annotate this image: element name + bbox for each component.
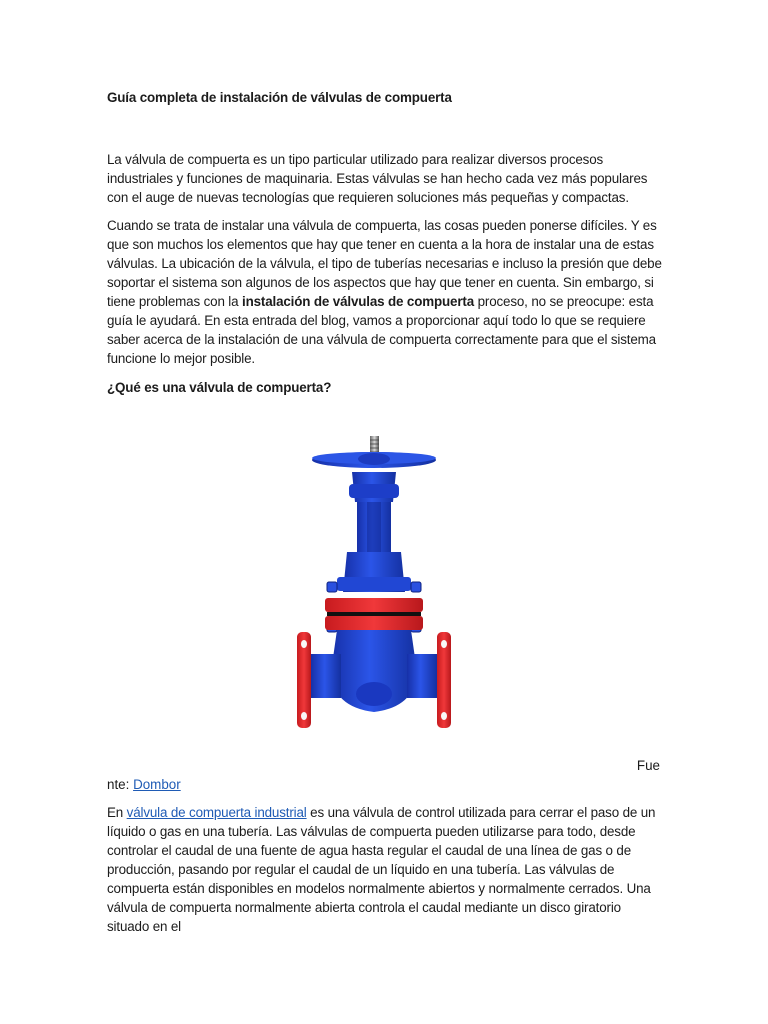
paragraph-intro: La válvula de compuerta es un tipo particular utilizado para realizar diversos procesos industriales y funciones de maquinaria. Estas válvulas se han hecho cada vez más populares con el auge de nuevas tecnologías que requieren soluciones más pequeñas y compactas. [107,152,648,205]
document-title: Guía completa de instalación de válvulas de compuerta [107,90,452,105]
paragraph-definition [107,803,662,936]
image-source-prefix-right: Fue [636,758,660,773]
paragraph-installation-bold: instalación de válvulas de compuerta [242,294,475,309]
image-source-prefix-left: nte: [107,777,134,792]
gate-valve-icon [297,432,457,732]
paragraph-installation-text-a: Cuando se trata de instalar una válvula de compuerta, las cosas pueden ponerse difíciles. Y es que son muchos los elementos que hay que tener en cuenta a la hora de instalar una de estas válvulas. La ubicación de la válvula, el tipo de tuberías necesarias e incluso la presión que debe soportar el sistema son algunos de los aspectos que hay que tener en cuenta. Sin embargo, si tiene problemas con la [107,218,662,309]
industrial-gate-valve-link[interactable]: válvula de compuerta industrial [126,805,307,820]
image-source [107,756,660,794]
source-link[interactable]: Dombor [133,777,181,792]
document-body [107,88,662,397]
paragraph-definition-text-b: es una válvula de control utilizada para cerrar el paso de un líquido o gas en una tubería. Las válvulas de compuerta pueden utilizarse para todo, desde controlar el caudal de una fuente de agua hasta regular el caudal de una línea de gas o de producción, pasando por regular el caudal de un líquido en una tubería. Las válvulas de compuerta están disponibles en modelos normalmente abiertos y normalmente cerrados. Una válvula de compuerta normalmente abierta controla el caudal mediante un disco giratorio situado en el [107,805,656,934]
paragraph-installation-text-b: proceso, no se preocupe: esta guía le ayudará. En esta entrada del blog, vamos a proporcionar aquí todo lo que se requiere saber acerca de la instalación de una válvula de compuerta correctamente para que el sistema funcione lo mejor posible. [107,294,656,366]
gate-valve-image [297,432,457,732]
paragraph-definition-text-a: En [107,805,127,820]
section-heading: ¿Qué es una válvula de compuerta? [107,380,332,395]
paragraph-definition-block [107,803,662,936]
paragraph-installation [107,216,662,368]
